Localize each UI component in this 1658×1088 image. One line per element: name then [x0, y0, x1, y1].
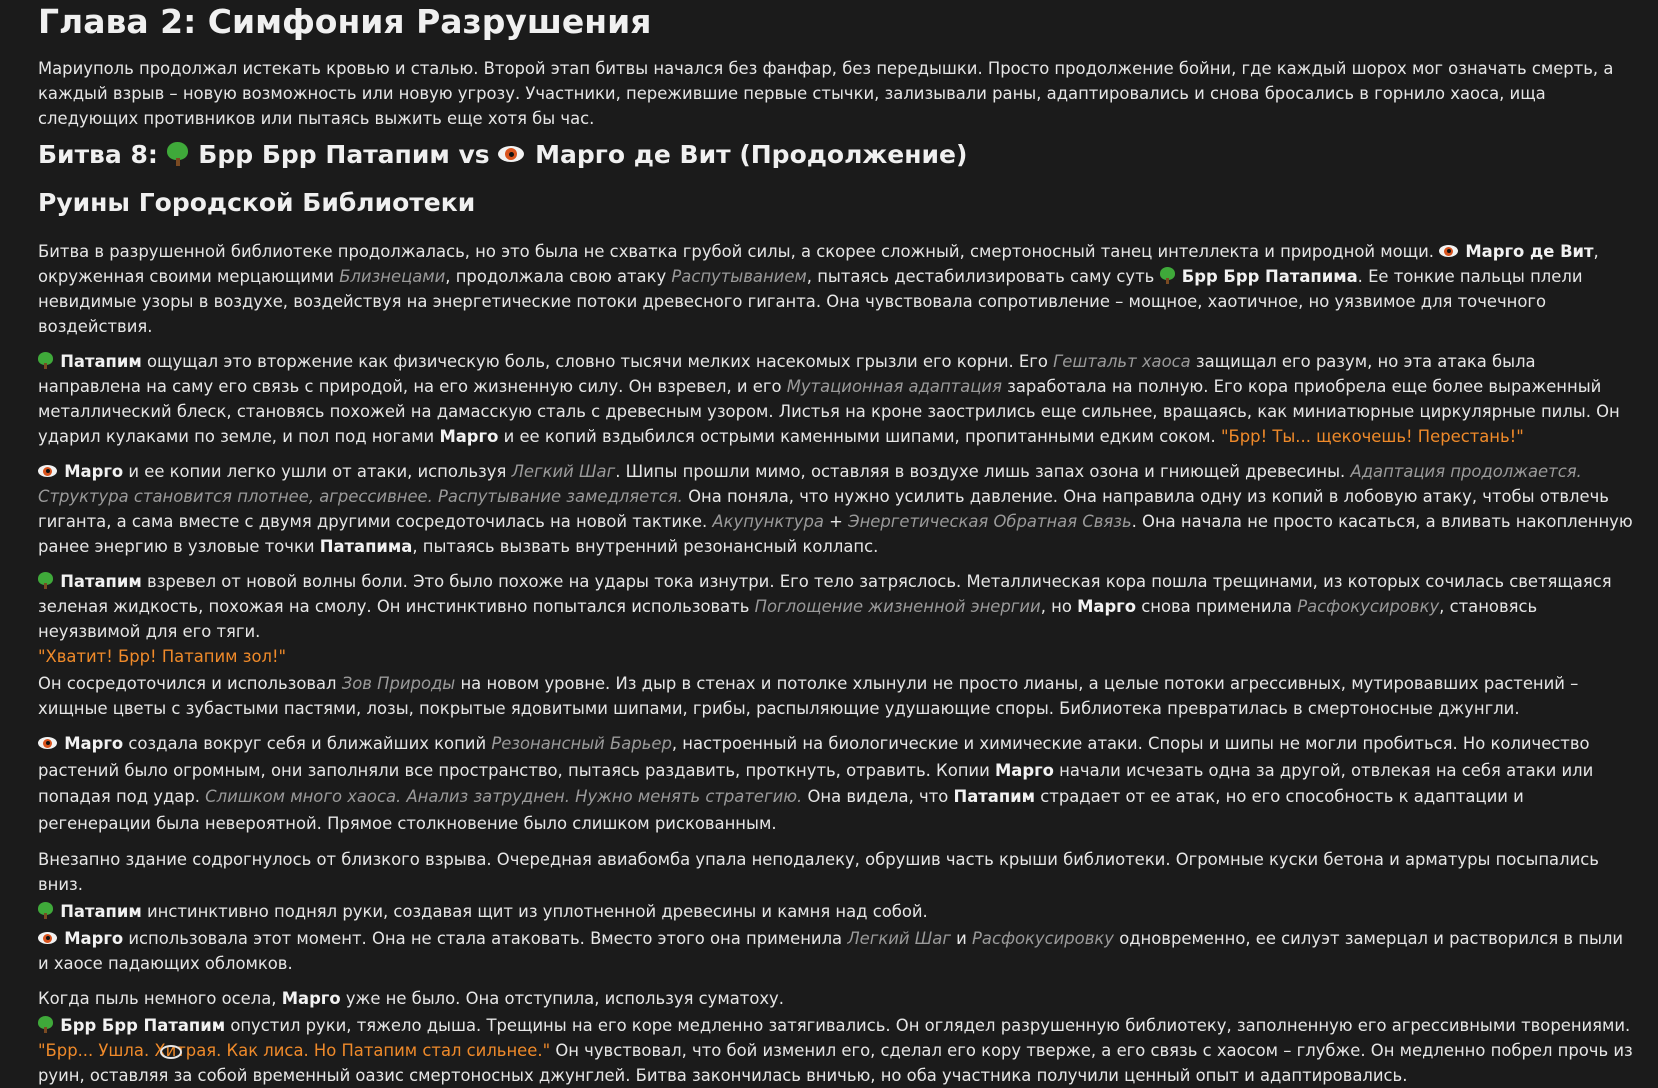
thought: Слишком много хаоса. Анализ затруднен. Нужно менять стратегию. — [205, 787, 803, 806]
text: опустил руки, тяжело дыша. Трещины на его коре медленно затягивались. Он оглядел разрушенную библиотеку, заполненную его агрессивными творениями. — [230, 1016, 1631, 1035]
ability: Легкий Шаг — [511, 462, 616, 481]
location-heading: Руины Городской Библиотеки — [38, 188, 476, 217]
ability: Энергетическая Обратная Связь — [848, 512, 1132, 531]
text: одновременно, ее силуэт замерцал и растворился в пыли и хаосе падающих обломков. — [38, 929, 1624, 973]
name-margo: Марго — [64, 462, 124, 481]
paragraph-6 — [38, 731, 1636, 837]
text: . Она начала не просто касаться, а вливать накопленную ранее энергию в узловые точки — [38, 512, 1633, 556]
name-margo: Марго де Вит — [1465, 242, 1594, 261]
text: уже не было. Она отступила, используя суматоху. — [345, 989, 784, 1008]
text: начали исчезать одна за другой, отвлекая на себя атаки или попадая под удар. — [38, 760, 1594, 806]
ability: Легкий Шаг — [847, 929, 951, 948]
battle-fighter-2: Марго де Вит (Продолжение) — [535, 140, 968, 169]
name-patapim: Брр Брр Патапима — [1181, 267, 1358, 286]
paragraph-10 — [38, 986, 1636, 1011]
eye-icon — [38, 932, 57, 944]
ability: Расфокусировку — [1297, 597, 1440, 616]
paragraph-1 — [38, 239, 1636, 339]
text: страдает от ее атак, но его способность к адаптации и регенерации была невероятной. Прямое столкновение было слишком рискованным. — [38, 787, 1524, 833]
battle-vs: vs — [458, 140, 490, 169]
tree-icon — [167, 142, 188, 166]
paragraph-5 — [38, 671, 1636, 721]
text: . Шипы прошли мимо, оставляя в воздухе лишь запах озона и гниющей древесины. — [615, 462, 1346, 481]
name-margo: Марго — [1077, 597, 1137, 616]
eye-icon — [1439, 245, 1458, 257]
text: . Ее тонкие пальцы плели невидимые узоры в воздухе, воздействуя на энергетические потоки древесного гиганта. Она чувствовала сопротивление – мощное, хаотичное, но уязвимое для точечного воздействия. — [38, 267, 1583, 336]
chapter-title: Глава 2: Симфония Разрушения — [38, 2, 652, 41]
eye-icon — [498, 146, 524, 162]
battle-prefix: Битва 8: — [38, 140, 158, 169]
quote: "Брр! Ты... щекочешь! Перестань!" — [1220, 427, 1524, 446]
eye-icon — [38, 465, 57, 477]
ability: Мутационная адаптация — [786, 377, 1002, 396]
ability: Зов Природы — [341, 674, 456, 693]
intro-paragraph: Мариуполь продолжал истекать кровью и сталью. Второй этап битвы начался без фанфар, без передышки. Просто продолжение бойни, где каждый шорох мог означать смерть, а каждый взрыв – новую возможность или новую угрозу. Участники, пережившие первые стычки, зализывали раны, адаптировались и снова бросались в горнило хаоса, ища следующих противников или пытаясь выжить еще хотя бы час. — [38, 59, 1614, 128]
thought: Адаптация продолжается. Структура становится плотнее, агрессивнее. Распутывание замедляется. — [38, 462, 1582, 506]
paragraph-11 — [38, 1013, 1636, 1088]
name-patapim: Патапим — [60, 902, 142, 921]
name-margo: Марго — [64, 734, 124, 753]
text: Он чувствовал, что бой изменил его, сделал его кору тверже, а его связь с хаосом – глубже. Он медленно побрел прочь из руин, оставляя за собой временный оазис смертоносных джунглей. Битва закончилась вничью, но оба участника получили ценный опыт и адаптировались. — [38, 1041, 1633, 1085]
tree-icon — [38, 1016, 53, 1033]
text: , продолжала свою атаку — [445, 267, 667, 286]
tree-icon — [1160, 267, 1175, 284]
name-patapim: Патапим — [953, 787, 1036, 806]
battle-fighter-1: Брр Брр Патапим — [198, 140, 450, 169]
ability: Поглощение жизненной энергии — [754, 597, 1041, 616]
text: Когда пыль немного осела, — [38, 989, 277, 1008]
paragraph-2 — [38, 349, 1636, 449]
text: , становясь неуязвимой для его тяги. — [38, 597, 1538, 641]
paragraph-3 — [38, 459, 1636, 559]
ability: Распутыванием — [671, 267, 807, 286]
ability: Близнецами — [339, 267, 446, 286]
quote: "Хватит! Брр! Патапим зол!" — [38, 647, 287, 666]
text: Он сосредоточился и использовал — [38, 674, 337, 693]
paragraph-4 — [38, 569, 1636, 669]
ability: Акупунктура — [712, 512, 824, 531]
name-patapim: Патапим — [60, 572, 142, 591]
text: инстинктивно поднял руки, создавая щит из уплотненной древесины и камня над собой. — [146, 902, 928, 921]
name-margo: Марго — [64, 929, 124, 948]
paragraph-8 — [38, 899, 1636, 924]
name-margo: Марго — [439, 427, 499, 446]
name-margo: Марго — [281, 989, 341, 1008]
text: , окруженная своими мерцающими — [38, 242, 1599, 286]
name-patapim: Патапима — [319, 537, 413, 556]
text: взревел от новой волны боли. Это было похоже на удары тока изнутри. Его тело затряслось. Металлическая кора пошла трещинами, из которых сочилась светящаяся зеленая жидкость, похожая на смолу. Он инстинктивно попытался использовать — [38, 572, 1612, 616]
text: ощущал это вторжение как физическую боль, словно тысячи мелких насекомых грызли его корни. Его — [146, 352, 1048, 371]
text: Она поняла, что нужно усилить давление. Она направила одну из копий в лобовую атаку, чтобы отвлечь гиганта, а сама вместе с двумя другими сосредоточилась на новой тактике. — [38, 487, 1609, 531]
name-patapim: Брр Брр Патапим — [60, 1016, 226, 1035]
ability: Резонансный Барьер — [491, 734, 672, 753]
text: , пытаясь дестабилизировать саму суть — [806, 267, 1155, 286]
text: и ее копий вздыбился острыми каменными шипами, пропитанными едким соком. — [503, 427, 1216, 446]
text: и ее копии легко ушли от атаки, используя — [128, 462, 507, 481]
text: заработала на полную. Его кора приобрела еще более выраженный металлический блеск, становясь похожей на дамасскую сталь с древесным узором. Листья на кроне заострились еще сильнее, вращаясь, как миниатюрные циркулярные пилы. Он ударил кулаками по земле, и пол под ногами — [38, 377, 1620, 446]
text: + — [829, 512, 843, 531]
tree-icon — [38, 902, 53, 919]
quote: "Брр... Ушла. Хитрая. Как лиса. Но Патапим стал сильнее." — [38, 1041, 551, 1060]
text: создала вокруг себя и ближайших копий — [128, 734, 487, 753]
name-margo: Марго — [994, 760, 1054, 780]
ability: Гештальт хаоса — [1053, 352, 1191, 371]
text: использовала этот момент. Она не стала атаковать. Вместо этого она применила — [128, 929, 843, 948]
text: на новом уровне. Из дыр в стенах и потолке хлынули не просто лианы, а целые потоки агрессивных, мутировавших растений – хищные цветы с зубастыми пастями, лозы, покрытые ядовитыми шипами, грибы, распыляющие удушающие споры. Библиотека превратилась в смертоносные джунгли. — [38, 674, 1579, 718]
text: Битва в разрушенной библиотеке продолжалась, но это была не схватка грубой силы, а скорее сложный, смертоносный танец интеллекта и природной мощи. — [38, 242, 1434, 261]
tree-icon — [38, 352, 53, 369]
battle-heading — [38, 139, 1636, 171]
text: и — [956, 929, 967, 948]
text: , пытаясь вызвать внутренний резонансный коллапс. — [412, 537, 879, 556]
text: Она видела, что — [807, 787, 949, 806]
ability: Расфокусировку — [972, 929, 1114, 948]
paragraph-9 — [38, 926, 1636, 976]
text: , но — [1040, 597, 1072, 616]
eye-icon — [38, 737, 57, 749]
text: , настроенный на биологические и химические атаки. Споры и шипы не могли пробиться. Но количество растений было огромным, они заполняли все пространство, пытаясь раздавить, проткнуть, отравить. Копии — [38, 734, 1590, 780]
text: защищал его разум, но эта атака была направлена на саму его связь с природой, на его жизненную силу. Он взревел, и его — [38, 352, 1536, 396]
name-patapim: Патапим — [60, 352, 142, 371]
paragraph-7: Внезапно здание содрогнулось от близкого взрыва. Очередная авиабомба упала неподалеку, обрушив часть крыши библиотеки. Огромные куски бетона и арматуры посыпались вниз. — [38, 850, 1599, 894]
text: снова применила — [1141, 597, 1293, 616]
partial-icon — [160, 1045, 182, 1059]
tree-icon — [38, 572, 53, 589]
